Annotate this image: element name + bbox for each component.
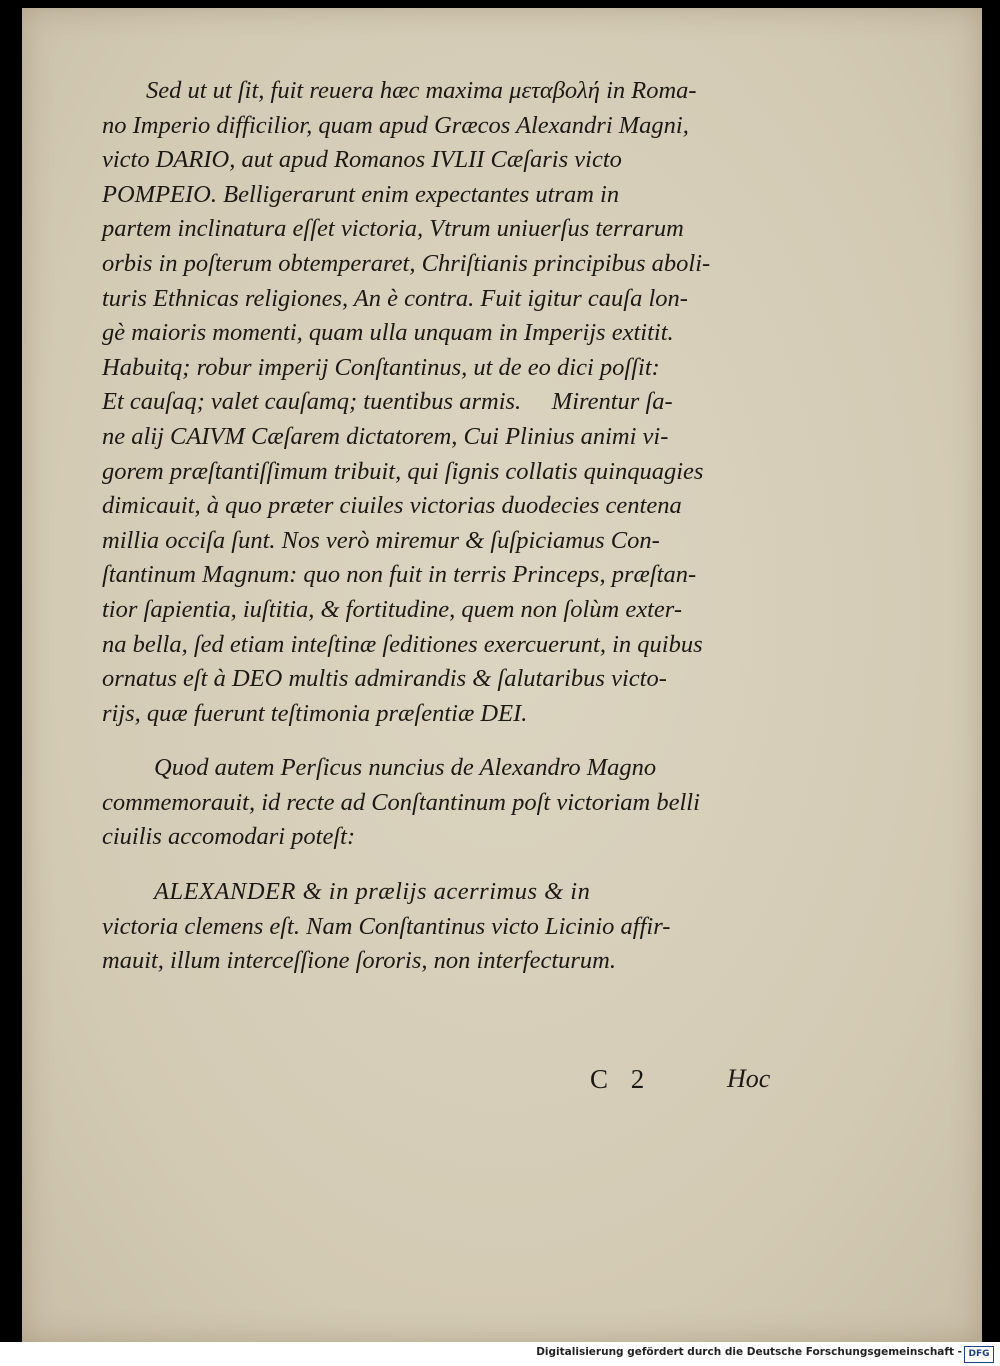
text-line: ciuilis accomodari poteſt: (102, 823, 356, 851)
text-line: commemorauit, id recte ad Conſtantinum poſt victoriam belli (102, 788, 700, 816)
funding-credit: Digitalisierung gefördert durch die Deutsche Forschungsgemeinschaft - (536, 1346, 962, 1358)
text-line: mauit, illum interceſſione ſororis, non interfecturum. (102, 947, 616, 975)
text-line: POMPEIO. Belligerarunt enim expectantes utram in (102, 180, 620, 208)
text-line: ALEXANDER & in prælijs acerrimus & in (154, 878, 591, 906)
text-line: dimicauit, à quo præter ciuiles victorias duodecies centena (102, 492, 682, 520)
credit-bar (0, 1342, 1000, 1366)
text-line: ſtantinum Magnum: quo non fuit in terris Princeps, præſtan- (102, 561, 697, 589)
catchword: Hoc (727, 1064, 771, 1093)
text-line: gè maioris momenti, quam ulla unquam in Imperijs extitit. (102, 319, 674, 347)
text-line: victo DARIO, aut apud Romanos IVLII Cæſaris victo (102, 146, 622, 174)
text-line: ne alij CAIVM Cæſarem dictatorem, Cui Plinius animi vi- (102, 422, 669, 450)
dfg-logo: DFG (964, 1346, 994, 1363)
book-page (22, 8, 982, 1342)
text-line: partem inclinatura eſſet victoria, Vtrum uniuerſus terrarum (102, 215, 684, 243)
paragraph-2 (102, 751, 802, 855)
text-line: gorem præſtantiſſimum tribuit, qui ſignis collatis quinquagies (102, 457, 704, 485)
text-line: Sed ut ut ſit, fuit reuera hæc maxima μεταβολή in Roma- (146, 77, 697, 104)
text-line: orbis in poſterum obtemperaret, Chriſtianis principibus aboli- (102, 249, 711, 277)
text-line: millia occiſa ſunt. Nos verò miremur & ſuſpiciamus Con- (102, 526, 660, 554)
paragraph-1 (102, 74, 802, 731)
paragraph-3 (102, 875, 802, 979)
text-line: ornatus eſt à DEO multis admirandis & ſalutaribus victo- (102, 665, 667, 693)
text-line: tior ſapientia, iuſtitia, & fortitudine, quem non ſolùm exter- (102, 595, 682, 623)
page-footer (22, 1064, 982, 1104)
text-line: victoria clemens eſt. Nam Conſtantinus victo Licinio affir- (102, 912, 671, 940)
text-line: Et cauſaq; valet cauſamq; tuentibus armis. Mirentur ſa- (102, 388, 673, 416)
text-line: rijs, quæ fuerunt teſtimonia præſentiæ DEI. (102, 699, 528, 727)
text-line: Habuitq; robur imperij Conſtantinus, ut de eo dici poſſit: (102, 353, 660, 381)
text-line: Quod autem Perſicus nuncius de Alexandro Magno (154, 754, 657, 782)
page-text (102, 74, 802, 979)
text-line: na bella, ſed etiam inteſtinæ ſeditiones exercuerunt, in quibus (102, 630, 703, 658)
text-line: no Imperio difficilior, quam apud Græcos Alexandri Magni, (102, 111, 689, 139)
signature-mark: C 2 (590, 1064, 653, 1094)
text-line: turis Ethnicas religiones, An è contra. Fuit igitur cauſa lon- (102, 284, 688, 312)
